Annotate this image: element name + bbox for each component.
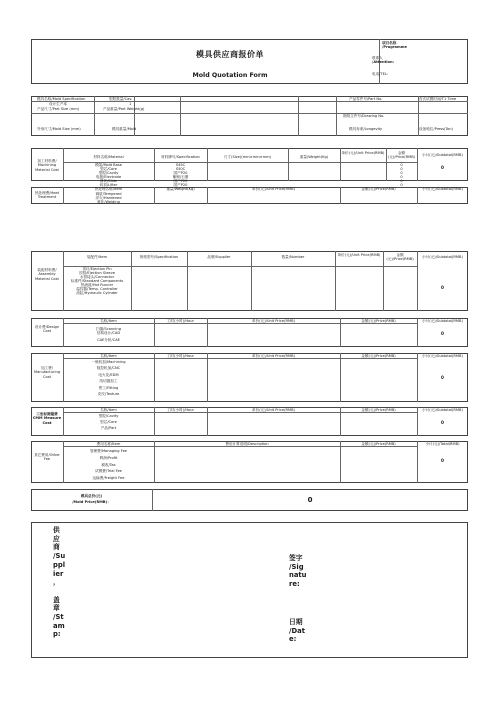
spec-t1-time: 首次试模时间/T1 Time <box>419 97 457 101</box>
material-header-price: 金额(元)/Price(RMB) <box>387 151 416 160</box>
material-row-name: 滑块/Slide <box>99 178 118 183</box>
assembly-row-item: 温控器/Temp. Controller <box>76 286 118 291</box>
spec-cavities: 型腔数量/Cav. <box>109 97 133 101</box>
design-header-hour: 工时(小时)/Hour <box>166 318 195 323</box>
cmm-row-item: 产品/Part <box>100 426 117 430</box>
assembly-row-item: 标准件/Standard Components <box>70 278 124 283</box>
other-fee-subtotal: 0 <box>441 458 444 463</box>
total-label: 模具总价(元) <box>80 494 103 498</box>
spec-cavities-value[interactable]: 1 <box>129 102 132 106</box>
total-label-en: /Mold Price(RMB)： <box>72 500 111 504</box>
material-row-price: 0 <box>400 178 403 183</box>
assembly-header-supplier: 品牌/Supplier <box>207 255 231 259</box>
manufacturing-row-item: 一般机加/Machining <box>91 360 126 364</box>
phone-label: 电话/TEL: <box>372 72 389 76</box>
spec-press-ton: 设备吨位/Press(Ton) <box>419 127 453 131</box>
assembly-header-item: 装配件/Item <box>86 255 108 259</box>
form-title: 模具供应商报价单 <box>196 50 264 59</box>
material-header-spec: 材料牌号/Specification <box>161 155 200 159</box>
heat-row-item: 氮化/Welding <box>97 199 120 204</box>
assembly-row-item: 油缸/Hydraulic Cylinder <box>76 290 118 295</box>
manufacturing-row-item: 电火花/EDM <box>98 372 119 377</box>
material-row-name: 型芯/Core <box>100 166 117 171</box>
spec-part-weight: 产品重量/Part Weight(g) <box>103 107 145 111</box>
assembly-section-label: 装配材料费/ Assembly Material Cost <box>35 268 59 281</box>
cmm-row-item: 型芯/Core <box>100 420 117 424</box>
date-label: 日期 /Dat e: <box>289 618 305 644</box>
form-subtitle: Mold Quotation Form <box>192 72 268 79</box>
other-fee-header-total: 小计(元)/Total(RMB) <box>425 441 460 446</box>
material-row-price: 0 <box>400 182 403 187</box>
assembly-header-price: 金额(元)/Price(RMB) <box>386 253 414 262</box>
assembly-row-item: 顶管/Ejection Sleeve <box>79 270 115 275</box>
material-row-price: 0 <box>400 162 403 167</box>
manufacturing-row-item: 钳工/Fitting <box>98 385 119 390</box>
other-fee-section-label: 其它费用/Other Fee <box>34 453 60 462</box>
material-header-size: 尺寸(Size)(mm×mm×mm) <box>223 155 272 159</box>
material-row-price: 0 <box>400 166 403 171</box>
cmm-header-subtotal: 小计(元)/Subtotal(RMB) <box>422 407 463 412</box>
heat-header-weight: 重量/Weight(Kg) <box>166 187 195 191</box>
manufacturing-header-unit-price: 单价(元)/Unit Price(RMB) <box>252 353 295 358</box>
spec-longevity: 模具寿命/Longevity <box>349 127 383 131</box>
material-header-name: 材料名称/Material <box>93 155 124 159</box>
material-header-unit-price: 单价(元)/Unit Price(RMB) <box>341 151 385 155</box>
supplier-stamp-label: 供 应 商 /Su ppl ier ， 盖 章 /St am p: <box>53 526 66 639</box>
material-header-subtotal: 小计(元)/Subtotal(RMB) <box>422 153 463 157</box>
assembly-subtotal: 0 <box>441 285 444 290</box>
manufacturing-section-label: 加工费/ Manufacturing Cost <box>33 366 61 379</box>
phone-field[interactable] <box>400 71 466 79</box>
heat-header-subtotal: 小计(元)/Subtotal(RMB) <box>422 187 463 191</box>
supplier-stamp-area[interactable] <box>80 528 260 652</box>
cmm-header-price: 金额(元)/Price(RMB) <box>361 407 396 412</box>
other-fee-row-item: 税收/Tax <box>101 462 116 467</box>
spec-design-rate: 设计生产率 <box>49 101 67 106</box>
material-row-price: 0 <box>400 174 403 179</box>
material-row-grade: S45C <box>175 162 186 167</box>
contact-label-en: /Attention: <box>372 60 394 64</box>
material-section-label: 加工材料费/ Machining Material Cost <box>35 159 59 172</box>
material-subtotal: 0 <box>441 165 444 170</box>
cmm-header-unit-price: 单价(元)/Unit Price(RMB) <box>252 407 295 412</box>
design-row-item: CAE分析/CAE <box>97 337 120 342</box>
assembly-row-item: 热流道/Hot Runner <box>80 282 114 287</box>
design-row-item: 结构设计/CAD <box>96 331 121 335</box>
assembly-header-spec: 规格型号/Specification <box>139 255 179 259</box>
heat-header-unit-price: 单价(元)/Unit Price(RMB) <box>252 187 295 191</box>
project-name-label-en: /Programme <box>382 45 407 49</box>
material-row-name: 模架/Mold Base <box>95 162 122 167</box>
heat-section-label: 热处理费/Heat Treatment <box>34 191 60 200</box>
spec-mold-weight: 模具重量/Mold <box>112 127 137 131</box>
cmm-row-item: 型腔/Cavity <box>98 414 119 418</box>
spec-part-no: 产品零件号/Part No. <box>349 97 383 101</box>
material-row-price: 0 <box>400 170 403 175</box>
assembly-row-item: 水管接头/Connector <box>79 274 115 279</box>
cmm-section-label: 三坐标测量费 CMM Measure Cost <box>32 412 62 425</box>
contact-field[interactable] <box>400 58 466 66</box>
date-field[interactable] <box>320 620 460 644</box>
project-name-field[interactable] <box>420 41 466 49</box>
other-fee-row-item: 试模费/Trial Fee <box>95 469 122 473</box>
contact-label: 联系人 <box>372 56 383 60</box>
heat-header-item: 热处理名称/Item <box>94 187 123 191</box>
spec-mold-spec: 模具名称/Mold Specification <box>37 97 86 101</box>
heat-header-price: 金额(元)/Price(RMB) <box>361 187 396 191</box>
material-row-name: 斜顶/Lifter <box>99 182 118 187</box>
other-fee-row-item: 管理费/Managing Fee <box>89 448 128 453</box>
design-header-unit-price: 单价(元)/Unit Price(RMB) <box>252 318 295 323</box>
manufacturing-row-item: 皮纹/Texture <box>97 392 120 396</box>
other-fee-header-item: 费用名称/Item <box>96 441 121 446</box>
design-subtotal: 0 <box>441 331 444 336</box>
material-row-grade: 国产P20 <box>173 182 188 187</box>
design-row-item: 扫描/Scanning <box>96 326 121 331</box>
cmm-header-hour: 工时(小时)/Hour <box>166 407 195 412</box>
manufacturing-subtotal: 0 <box>441 375 444 380</box>
material-row-name: 型腔/Cavity <box>98 170 119 175</box>
assembly-row-item: 顶针/Ejection Pin <box>82 266 112 271</box>
spec-part-size: 产品尺寸/Part Size (mm) <box>37 107 80 111</box>
material-row-grade: S50C <box>175 166 186 171</box>
material-row-grade: 紫铜/石墨 <box>172 174 189 179</box>
design-header-price: 金额(元)/Price(RMB) <box>361 318 396 323</box>
material-row-grade: 国产P20 <box>173 178 188 183</box>
design-section-label: 设计费/Design Cost <box>34 325 60 334</box>
heat-row-item: 调质/Tempered <box>95 191 122 196</box>
signature-field[interactable] <box>320 556 460 586</box>
signature-label: 签字 /Sig natu re: <box>289 554 307 589</box>
manufacturing-header-hour: 工时(小时)/Hour <box>166 353 195 358</box>
cmm-subtotal: 0 <box>441 420 444 425</box>
cmm-header-item: 名称/Item <box>100 407 117 412</box>
manufacturing-header-subtotal: 小计(元)/Subtotal(RMB) <box>422 353 463 358</box>
manufacturing-header-item: 名称/Item <box>100 353 117 358</box>
material-header-weight: 重量/Weight(Kg) <box>299 155 329 159</box>
other-fee-row-item: 利润/Profit <box>99 455 118 460</box>
total-value: 0 <box>307 496 313 504</box>
assembly-header-unit-price: 单价(元)/Unit Price(RMB) <box>337 253 381 257</box>
material-row-name: 电极/Electrode <box>95 174 122 179</box>
spec-mold-size: 外形尺寸/Mold Size (mm) <box>37 127 81 131</box>
design-header-subtotal: 小计(元)/Subtotal(RMB) <box>422 318 463 323</box>
spec-drawing-no: 图纸文件号/Drawing No. <box>343 113 385 118</box>
manufacturing-row-item: 线切割加工 <box>99 379 118 383</box>
other-fee-header-price: 金额(元)/Price(RMB) <box>361 441 396 446</box>
material-row-grade: 国产P20 <box>173 170 188 175</box>
manufacturing-row-item: 数控机加/CNC <box>96 366 121 370</box>
design-header-item: 名称/Item <box>100 318 117 323</box>
spec-table <box>31 96 468 136</box>
assembly-header-subtotal: 小计(元)/Subtotal(RMB) <box>422 255 463 259</box>
heat-row-item: 淬火/Hardened <box>95 195 122 200</box>
manufacturing-header-price: 金额(元)/Price(RMB) <box>361 353 396 358</box>
assembly-header-number: 数量/Number <box>281 255 305 259</box>
other-fee-row-item: 运输费/Freight Fee <box>92 476 125 480</box>
project-name-label: 项目名称 <box>382 41 397 45</box>
other-fee-header-description: 费用计算说明/Description <box>225 441 269 446</box>
